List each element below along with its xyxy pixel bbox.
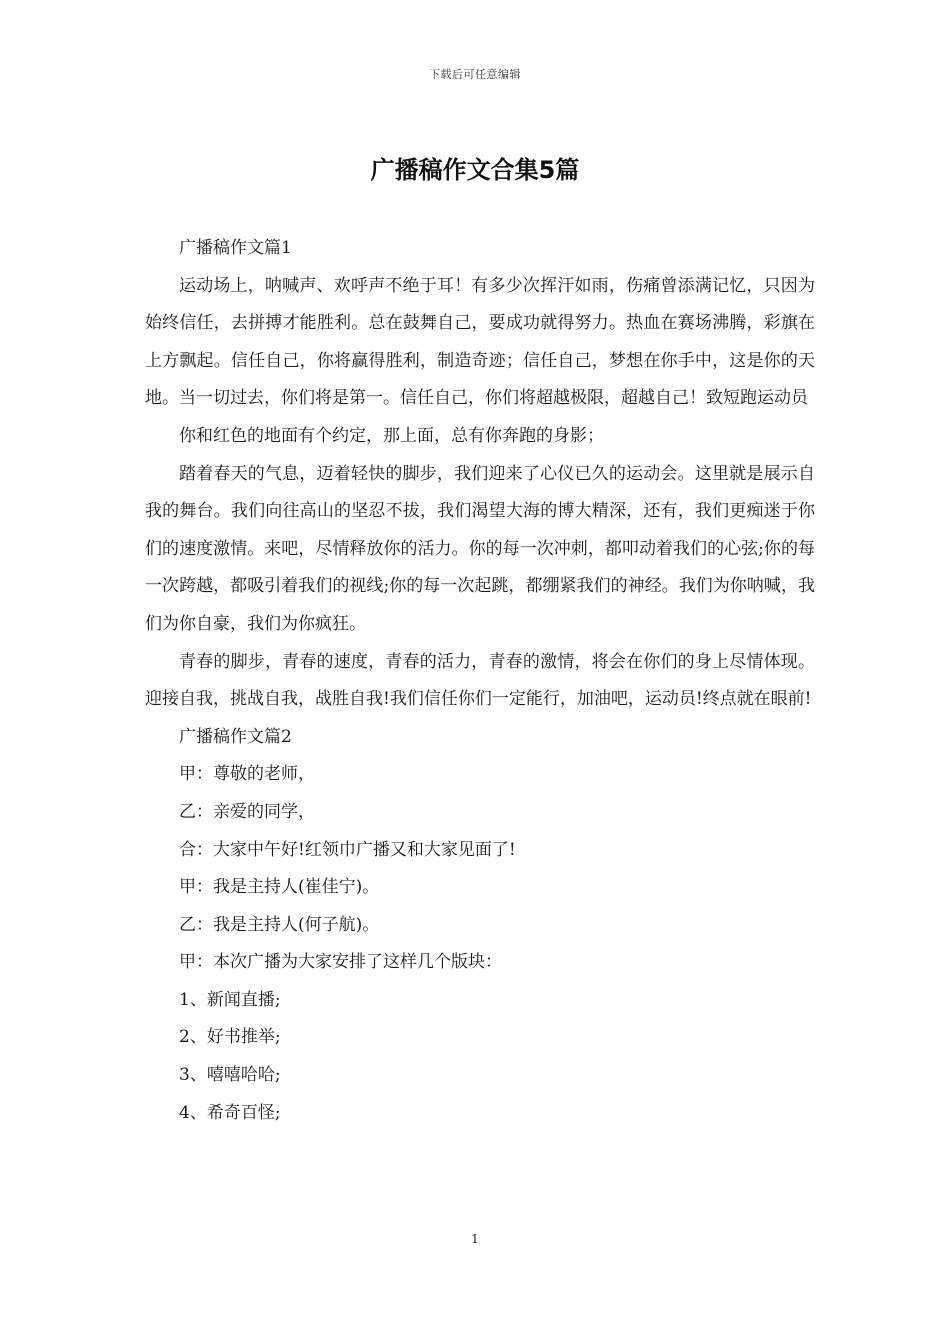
document-title: 广播稿作文合集5篇 bbox=[370, 156, 580, 184]
dialogue-line: 甲：尊敬的老师， bbox=[179, 764, 315, 785]
section-heading: 广播稿作文篇1 bbox=[179, 238, 292, 258]
paragraph: 踏着春天的气息，迈着轻快的脚步，我们迎来了心仪已久的运动会。这里就是展示自我的舞台。我们向往高山的坚忍不拔，我们渴望大海的博大精深，还有，我们更痴迷于你们的速度激情。来吧，尽情释放你的活力。你的每一次冲刺，都叩动着我们的心弦;你的每一次跨越，都吸引着我们的视线;你的每一次起跳，都绷紧我们的神经。我们为你呐喊，我们为你自豪，我们为你疯狂。 bbox=[145, 463, 815, 634]
paragraph: 青春的脚步，青春的速度，青春的活力，青春的激情，将会在你们的身上尽情体现。迎接自我，挑战自我，战胜自我!我们信任你们一定能行，加油吧，运动员!终点就在眼前! bbox=[145, 651, 815, 710]
section-heading: 广播稿作文篇2 bbox=[179, 726, 292, 747]
dialogue-line: 甲：本次广播为大家安排了这样几个版块： bbox=[179, 952, 502, 973]
paragraph: 你和红色的地面有个约定，那上面，总有你奔跑的身影； bbox=[179, 425, 604, 446]
list-item: 2、好书推举; bbox=[179, 1027, 281, 1048]
paragraph: 运动场上，呐喊声、欢呼声不绝于耳！有多少次挥汗如雨，伤痛曾添满记忆，只因为始终信任，去拼搏才能胜利。总在鼓舞自己，要成功就得努力。热血在赛场沸腾，彩旗在上方飘起。信任自己，你将赢得胜利，制造奇迹；信任自己，梦想在你手中，这是你的天地。当一切过去，你们将是第一。信任自己，你们将超越极限，超越自己！致短跑运动员 bbox=[145, 275, 815, 409]
page-number: 1 bbox=[471, 1232, 479, 1246]
list-item: 4、希奇百怪; bbox=[179, 1102, 281, 1123]
dialogue-line: 合：大家中午好!红领巾广播又和大家见面了! bbox=[179, 839, 516, 860]
dialogue-line: 乙：亲爱的同学， bbox=[179, 801, 315, 822]
header-note: 下载后可任意编辑 bbox=[429, 68, 521, 81]
dialogue-line: 甲：我是主持人(崔佳宁)。 bbox=[179, 877, 380, 898]
list-item: 3、嘻嘻哈哈; bbox=[179, 1065, 281, 1086]
dialogue-line: 乙：我是主持人(何子航)。 bbox=[179, 914, 380, 935]
document-body bbox=[145, 230, 815, 1132]
list-item: 1、新闻直播; bbox=[179, 989, 281, 1010]
